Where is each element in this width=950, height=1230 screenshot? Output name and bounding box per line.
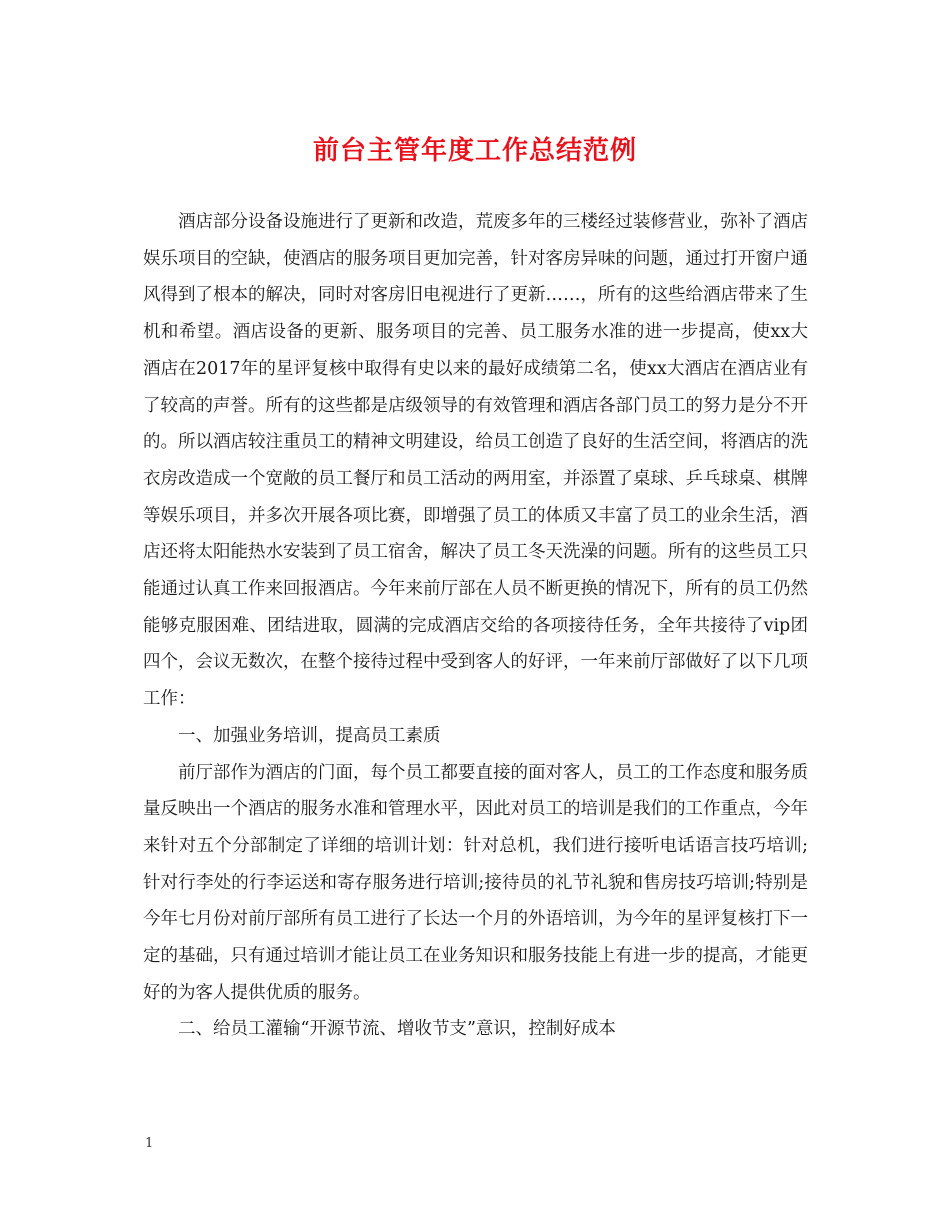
document-title: 前台主管年度工作总结范例: [312, 136, 637, 166]
intro-paragraph: 酒店部分设备设施进行了更新和改造，荒废多年的三楼经过装修营业，弥补了酒店娱乐项目的空缺，使酒店的服务项目更加完善，针对客房异味的问题，通过打开窗户通风得到了根本的解决，同时对客房旧电视进行了更新……，所有的这些给酒店带来了生机和希望。酒店设备的更新、服务项目的完善、员工服务水准的进一步提高，使xx大酒店在2017年的星评复核中取得有史以来的最好成绩第二名，使xx大酒店在酒店业有了较高的声誉。所有的这些都是店级领导的有效管理和酒店各部门员工的努力是分不开的。所以酒店较注重员工的精神文明建设，给员工创造了良好的生活空间，将酒店的洗衣房改造成一个宽敞的员工餐厅和员工活动的两用室，并添置了桌球、乒乓球桌、棋牌等娱乐项目，并多次开展各项比赛，即增强了员工的体质又丰富了员工的业余生活，酒店还将太阳能热水安装到了员工宿舍，解决了员工冬天洗澡的问题。所有的这些员工只能通过认真工作来回报酒店。今年来前厅部在人员不断更换的情况下，所有的员工仍然能够克服困难、团结进取，圆满的完成酒店交给的各项接待任务，全年共接待了vip团四个，会议无数次，在整个接待过程中受到客人的好评，一年来前厅部做好了以下几项工作：: [143, 212, 808, 710]
section-paragraph-training: 前厅部作为酒店的门面，每个员工都要直接的面对客人，员工的工作态度和服务质量反映出一个酒店的服务水准和管理水平，因此对员工的培训是我们的工作重点，今年来针对五个分部制定了详细的培训计划：针对总机，我们进行接听电话语言技巧培训;针对行李处的行李运送和寄存服务进行培训;接待员的礼节礼貌和售房技巧培训;特别是今年七月份对前厅部所有员工进行了长达一个月的外语培训，为今年的星评复核打下一定的基础，只有通过培训才能让员工在业务知识和服务技能上有进一步的提高，才能更好的为客人提供优质的服务。: [143, 762, 808, 1003]
section-heading-training: 一、加强业务培训，提高员工素质: [178, 725, 441, 746]
section-heading-cost-control: 二、给员工灌输“开源节流、增收节支”意识，控制好成本: [178, 1019, 616, 1040]
document-body: [143, 204, 808, 1048]
page-number: 1: [145, 1136, 154, 1151]
